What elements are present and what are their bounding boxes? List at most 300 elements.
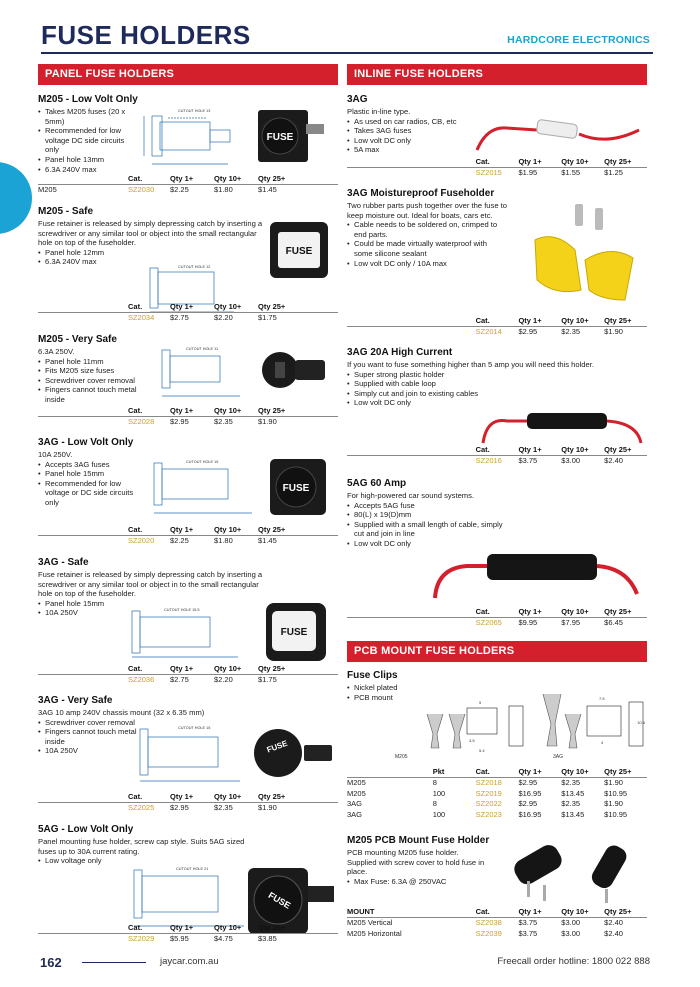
3ag-safe-dimension-drawing [118, 603, 258, 661]
product-title: M205 - Very Safe [38, 334, 117, 345]
pkt: 100 [432, 788, 446, 798]
fuse-holder-photo [254, 729, 332, 777]
bullet: • Fingers cannot touch metal inside [38, 727, 138, 746]
col-header: Qty 10+ [214, 406, 242, 416]
price-table [38, 302, 338, 323]
col-header: Qty 10+ [214, 664, 242, 674]
product-title: 3AG Moistureproof Fuseholder [347, 188, 495, 199]
3ag-very-safe-illustration [128, 719, 338, 789]
price: $7.95 [561, 618, 581, 628]
row-label: M205 [347, 788, 366, 798]
bullet: • Panel hole 12mm [38, 248, 263, 258]
col-header: Qty 1+ [518, 445, 542, 455]
col-header: Qty 25+ [258, 302, 286, 312]
product-description [38, 107, 138, 174]
row-label: M205 [347, 778, 366, 788]
col-header: Qty 25+ [258, 406, 286, 416]
3ag-clip-drawing [543, 694, 643, 748]
table-row [347, 778, 647, 789]
fuse-holder-photo [262, 352, 325, 388]
price: $1.95 [518, 168, 538, 178]
bullet: • Panel hole 15mm [38, 469, 138, 479]
product-m205-safe [38, 206, 338, 267]
price: $3.00 [561, 928, 581, 938]
price: $2.35 [214, 803, 233, 813]
bullet: • 10A 250V [38, 746, 138, 756]
col-header: Qty 25+ [604, 157, 632, 167]
moistureproof-fuse-photo [515, 200, 647, 310]
product-intro: If you want to fuse something higher than 5 amp you will need this holder. [347, 360, 594, 369]
price: $1.25 [604, 168, 623, 178]
price: $2.95 [170, 803, 189, 813]
col-header: Qty 1+ [170, 664, 194, 674]
product-description [38, 450, 138, 508]
price: $13.45 [561, 788, 585, 798]
product-title: Fuse Clips [347, 670, 398, 681]
product-intro: Plastic in-line type. [347, 107, 411, 116]
price: $1.90 [258, 803, 277, 813]
col-header: Qty 1+ [170, 525, 194, 535]
price-table [38, 923, 338, 944]
inline-section-heading: INLINE FUSE HOLDERS [347, 64, 647, 85]
col-header: Qty 1+ [518, 607, 542, 617]
price: $13.45 [561, 809, 585, 819]
price-table [38, 525, 338, 546]
cutout-label: CUTOUT HOLE 15.5 [164, 608, 200, 612]
price: $3.75 [518, 928, 538, 938]
cat-number[interactable]: SZ2016 [475, 456, 502, 466]
bullet: • Screwdriver cover removal [38, 376, 148, 386]
col-header: Qty 25+ [258, 174, 286, 184]
product-title: 3AG 20A High Current [347, 347, 453, 358]
cat-number[interactable]: SZ2039 [475, 928, 502, 938]
col-header: Cat. [475, 157, 490, 167]
table-row [347, 928, 647, 939]
col-header: Qty 25+ [258, 792, 286, 802]
product-title: M205 - Low Volt Only [38, 94, 138, 105]
col-header: Pkt [432, 767, 445, 777]
bullet: • Low volt DC only [347, 136, 477, 146]
brand-label: HARDCORE ELECTRONICS [507, 34, 650, 46]
col-header: Qty 25+ [604, 316, 632, 326]
col-header: Qty 1+ [518, 316, 542, 326]
row-label: 3AG [347, 809, 363, 819]
col-header: Qty 10+ [214, 174, 242, 184]
row-label: M205 [38, 185, 57, 195]
price: $6.45 [604, 618, 623, 628]
product-description [347, 360, 647, 408]
price: $5.95 [170, 934, 189, 944]
table-row [347, 788, 647, 799]
col-header: Cat. [128, 174, 143, 184]
col-header: Cat. [475, 607, 490, 617]
col-header: Cat. [475, 907, 490, 917]
product-title: 3AG [347, 94, 368, 105]
price: $2.75 [170, 675, 189, 685]
cat-number[interactable]: SZ2015 [475, 168, 502, 178]
table-row [38, 313, 338, 324]
bullet: • As used on car radios, CB, etc [347, 117, 477, 127]
price: $16.95 [518, 788, 542, 798]
price: $2.25 [170, 536, 189, 546]
price: $3.00 [561, 456, 581, 466]
dim-label: 7.5 [599, 696, 605, 701]
product-3ag-moistureproof [347, 188, 647, 268]
fuse-label: FUSE [266, 132, 294, 143]
cat-number[interactable]: SZ2025 [128, 803, 155, 813]
bullet: • Low volt DC only [347, 398, 647, 408]
product-3ag-inline [347, 94, 647, 155]
col-header: Cat. [128, 923, 143, 933]
product-intro: 10A 250V. [38, 450, 73, 459]
col-header: Qty 10+ [561, 607, 589, 617]
cat-number[interactable]: SZ2014 [475, 327, 502, 337]
cutout-label: CUTOUT HOLE 15 [186, 460, 219, 464]
col-header: Qty 1+ [518, 157, 542, 167]
price: $1.45 [258, 536, 277, 546]
table-row [347, 799, 647, 810]
panel-fuse-holders-column [38, 64, 338, 944]
product-title: 3AG - Safe [38, 557, 89, 568]
cutout-label: CUTOUT HOLE 21 [176, 867, 209, 871]
col-header: Cat. [475, 316, 490, 326]
dimension-drawing [162, 350, 240, 396]
bullet: • Takes M205 fuses (20 x 5mm) [38, 107, 138, 126]
cat-number[interactable]: SZ2034 [128, 313, 155, 323]
price-table [347, 157, 647, 178]
price: $2.95 [518, 327, 538, 337]
cat-number[interactable]: SZ2030 [128, 185, 155, 195]
col-header: Qty 10+ [561, 316, 589, 326]
bullet: • Panel hole 11mm [38, 357, 148, 367]
product-intro: PCB mounting M205 fuse holder. Supplied with screw cover to hold fuse in place. [347, 848, 485, 877]
price: $2.40 [604, 918, 623, 928]
col-header: MOUNT [347, 907, 375, 917]
bullet: • 5A max [347, 145, 477, 155]
bullet: • Recommended for low voltage or DC side circuits only [38, 479, 138, 508]
dim-label: 5 [479, 700, 482, 705]
table-row [38, 417, 338, 428]
dimension-drawing [134, 870, 244, 926]
price: $3.75 [518, 456, 538, 466]
price: $1.90 [604, 799, 623, 809]
product-3ag-20a-high-current [347, 347, 647, 408]
cat-number[interactable]: SZ2036 [128, 675, 155, 685]
row-label: M205 Horizontal [347, 928, 402, 938]
table-row [347, 456, 647, 467]
bullet: • Screwdriver cover removal [38, 718, 138, 728]
bullet: • PCB mount [347, 693, 447, 703]
col-header: Cat. [128, 302, 143, 312]
price-table [38, 406, 338, 427]
dim-label: 4 [601, 740, 604, 745]
cat-number[interactable]: SZ2019 [475, 788, 502, 798]
table-row [38, 934, 338, 945]
col-header: Qty 1+ [170, 302, 194, 312]
inline-fuse-holders-column [347, 64, 647, 944]
col-header: Qty 25+ [604, 767, 632, 777]
col-header: Cat. [475, 767, 490, 777]
cat-number[interactable]: SZ2029 [128, 934, 155, 944]
bullet: • Low volt DC only [347, 539, 507, 549]
price: $10.95 [604, 809, 628, 819]
pkt: 100 [432, 809, 446, 819]
pcb-section-heading: PCB MOUNT FUSE HOLDERS [347, 641, 647, 662]
dim-label: 5.4 [479, 748, 485, 753]
fuse-clip-drawings [367, 684, 647, 766]
price: $2.35 [561, 778, 581, 788]
fuse-holder-photo [258, 110, 324, 162]
price: $2.40 [604, 928, 623, 938]
m205-very-safe-illustration [150, 342, 338, 404]
dim-label: M205 [395, 754, 408, 760]
product-title: M205 PCB Mount Fuse Holder [347, 835, 490, 846]
price: $3.00 [561, 918, 581, 928]
col-header: Qty 25+ [604, 907, 632, 917]
website-link[interactable]: jaycar.com.au [160, 956, 219, 967]
cutout-label: CUTOUT HOLE 11 [186, 347, 219, 351]
dimension-drawing [154, 463, 252, 513]
price: $2.95 [518, 778, 538, 788]
product-3ag-very-safe [38, 695, 338, 756]
cat-number[interactable]: SZ2038 [475, 918, 502, 928]
col-header: Qty 25+ [258, 923, 286, 933]
product-description [347, 107, 477, 155]
fuse-holder-photo [270, 459, 326, 515]
bullet: • Super strong plastic holder [347, 370, 647, 380]
col-header: Qty 10+ [214, 525, 242, 535]
bullet: • Could be made virtually waterproof with some silicone sealant [347, 239, 507, 258]
product-5ag-low-volt [38, 824, 338, 911]
pcb-mount-price-table [347, 907, 647, 939]
product-title: 3AG - Very Safe [38, 695, 113, 706]
dim-label: 3AG [553, 754, 564, 760]
price: $1.90 [604, 327, 623, 337]
product-3ag-low-volt [38, 437, 338, 508]
price-table [38, 174, 338, 195]
fuse-label: FUSE [280, 627, 308, 638]
col-header: Qty 1+ [518, 767, 542, 777]
col-header: Qty 25+ [604, 607, 632, 617]
col-header: Qty 1+ [518, 907, 542, 917]
bullet: • Accepts 5AG fuse [347, 501, 507, 511]
bullet: • Takes 3AG fuses [347, 126, 477, 136]
product-intro: Fuse retainer is released by simply depressing catch by inserting a screwdriver or any similar tool or object in to the small rectangular hole on top of the fuseholder. [38, 570, 263, 599]
table-row [347, 809, 647, 820]
cutout-label: CUTOUT HOLE 15 [178, 726, 211, 730]
product-intro: 3AG 10 amp 240V chassis mount (32 x 6.35 mm) [38, 708, 205, 717]
panel-section-heading: PANEL FUSE HOLDERS [38, 64, 338, 85]
product-description [347, 201, 507, 268]
inline-fuse-photo [467, 106, 647, 162]
fuse-holder-photo [260, 599, 338, 667]
3ag-low-volt-illustration [142, 455, 338, 521]
product-intro: Two rubber parts push together over the fuse to keep moisture out. Ideal for boats, cars etc. [347, 201, 507, 220]
price-table [347, 445, 647, 466]
table-row [38, 536, 338, 547]
bullet: • Low voltage only [38, 856, 258, 866]
col-header: Cat. [475, 445, 490, 455]
bullet: • Simply cut and join to existing cables [347, 389, 647, 399]
table-row [347, 918, 647, 929]
col-header: Qty 10+ [214, 792, 242, 802]
col-header: Qty 25+ [258, 664, 286, 674]
bullet: • Low volt DC only / 10A max [347, 259, 507, 269]
product-5ag-60-amp [347, 478, 647, 549]
pkt: 8 [432, 778, 437, 788]
price: $16.95 [518, 809, 542, 819]
price: $2.35 [561, 799, 581, 809]
price: $1.80 [214, 185, 233, 195]
dim-label: 10.6 [637, 720, 645, 725]
price-table [38, 792, 338, 813]
product-m205-pcb-mount [347, 835, 647, 886]
price: $2.25 [170, 185, 189, 195]
price: $1.90 [604, 778, 623, 788]
bullet: • Accepts 3AG fuses [38, 460, 138, 470]
price-table [347, 607, 647, 628]
col-header: Cat. [128, 525, 143, 535]
bullet: • Fingers cannot touch metal inside [38, 385, 148, 404]
col-header: Qty 1+ [170, 174, 194, 184]
col-header: Qty 10+ [214, 923, 242, 933]
col-header: Cat. [128, 664, 143, 674]
price: $1.75 [258, 313, 277, 323]
price: $1.45 [258, 185, 277, 195]
product-3ag-safe [38, 557, 338, 638]
fuse-label: FUSE [265, 738, 289, 755]
pkt: 8 [432, 799, 437, 809]
bullet: • 6.3A 240V max [38, 165, 138, 175]
product-intro: For high-powered car sound systems. [347, 491, 475, 500]
price: $2.20 [214, 675, 233, 685]
cat-number[interactable]: SZ2023 [475, 809, 502, 819]
product-title: 5AG - Low Volt Only [38, 824, 134, 835]
dimension-drawing [140, 729, 240, 781]
product-intro: Panel mounting fuse holder, screw cap style. Suits 5AG sized fuses up to 30A current rating. [38, 837, 245, 856]
product-m205-very-safe [38, 334, 338, 405]
price: $1.90 [258, 417, 277, 427]
col-header: Qty 10+ [561, 445, 589, 455]
price: $3.85 [258, 934, 277, 944]
page-title: FUSE HOLDERS [41, 20, 251, 50]
bullet: • Recommended for low voltage DC side circuits only [38, 126, 138, 155]
product-fuse-clips [347, 670, 647, 760]
price-table [38, 664, 338, 685]
product-intro: 6.3A 250V. [38, 347, 75, 356]
col-header: Cat. [128, 406, 143, 416]
cutout-label: CUTOUT HOLE 12 [178, 265, 211, 269]
price: $1.55 [561, 168, 581, 178]
price: $9.95 [518, 618, 538, 628]
col-header: Qty 25+ [258, 525, 286, 535]
row-label: 3AG [347, 799, 363, 809]
bullet: • 10A 250V [38, 608, 263, 618]
col-header: Cat. [128, 792, 143, 802]
m205-low-volt-illustration [138, 102, 338, 172]
cat-number[interactable]: SZ2018 [475, 778, 502, 788]
col-header: Qty 1+ [170, 406, 194, 416]
bullet: • Nickel plated [347, 683, 447, 693]
fuse-label: FUSE [266, 890, 293, 911]
title-rule [41, 52, 653, 54]
price: $2.35 [561, 327, 581, 337]
bullet: • 80(L) x 19(D)mm [347, 510, 507, 520]
cat-number[interactable]: SZ2020 [128, 536, 155, 546]
price: $2.75 [170, 313, 189, 323]
bullet: • Cable needs to be soldered on, crimped to end parts. [347, 220, 507, 239]
cat-number[interactable]: SZ2028 [128, 417, 155, 427]
bullet: • Panel hole 15mm [38, 599, 263, 609]
bullet: • Supplied with a small length of cable, simply cut and join in line [347, 520, 507, 539]
table-row [347, 327, 647, 338]
product-title: M205 - Safe [38, 206, 94, 217]
product-intro: Fuse retainer is released by simply depressing catch by inserting a screwdriver or any similar tool or object into the small rectangular hole on top of the fuseholder. [38, 219, 263, 248]
col-header: Qty 1+ [170, 923, 194, 933]
cutout-label: CUTOUT HOLE 13 [178, 109, 211, 113]
cat-number[interactable]: SZ2065 [475, 618, 502, 628]
col-header: Qty 10+ [214, 302, 242, 312]
price: $1.75 [258, 675, 277, 685]
fuse-clips-price-table [347, 767, 647, 820]
m205-clip-drawing [427, 706, 523, 748]
product-m205-low-volt [38, 94, 338, 174]
product-description [38, 347, 148, 405]
price: $2.20 [214, 313, 233, 323]
price: $2.95 [518, 799, 538, 809]
price: $2.35 [214, 417, 233, 427]
col-header: Qty 10+ [561, 767, 589, 777]
table-row [347, 168, 647, 179]
price: $1.80 [214, 536, 233, 546]
product-title: 5AG 60 Amp [347, 478, 407, 489]
footer-divider [82, 962, 146, 963]
dimension-drawing [144, 116, 230, 164]
bullet: • Supplied with cable loop [347, 379, 647, 389]
fuse-holder-photo [266, 218, 338, 288]
page-number: 162 [40, 955, 62, 970]
price-table [347, 316, 647, 337]
fuse-label: FUSE [282, 483, 310, 494]
bullet: • Fits M205 size fuses [38, 366, 148, 376]
section-tab-marker [0, 162, 32, 234]
order-hotline: Freecall order hotline: 1800 022 888 [497, 956, 650, 967]
table-row [38, 675, 338, 686]
product-description [38, 219, 263, 267]
table-row [38, 803, 338, 814]
bullet: • 6.3A 240V max [38, 257, 263, 267]
price: $4.75 [214, 934, 233, 944]
table-row [38, 185, 338, 196]
bullet: • Max Fuse: 6.3A @ 250VAC [347, 877, 485, 887]
col-header: Qty 1+ [170, 792, 194, 802]
product-description [347, 848, 485, 886]
fuse-label: FUSE [285, 246, 313, 257]
price: $10.95 [604, 788, 628, 798]
5ag-60-amp-fuse-photo [427, 538, 647, 608]
pcb-mount-holder-photo [497, 835, 647, 907]
price: $3.75 [518, 918, 538, 928]
table-row [347, 618, 647, 629]
product-title: 3AG - Low Volt Only [38, 437, 134, 448]
price: $2.40 [604, 456, 623, 466]
cat-number[interactable]: SZ2022 [475, 799, 502, 809]
col-header: Qty 10+ [561, 907, 589, 917]
col-header: Qty 25+ [604, 445, 632, 455]
dim-label: 3.5 [469, 738, 475, 743]
price: $2.95 [170, 417, 189, 427]
bullet: • Panel hole 13mm [38, 155, 138, 165]
